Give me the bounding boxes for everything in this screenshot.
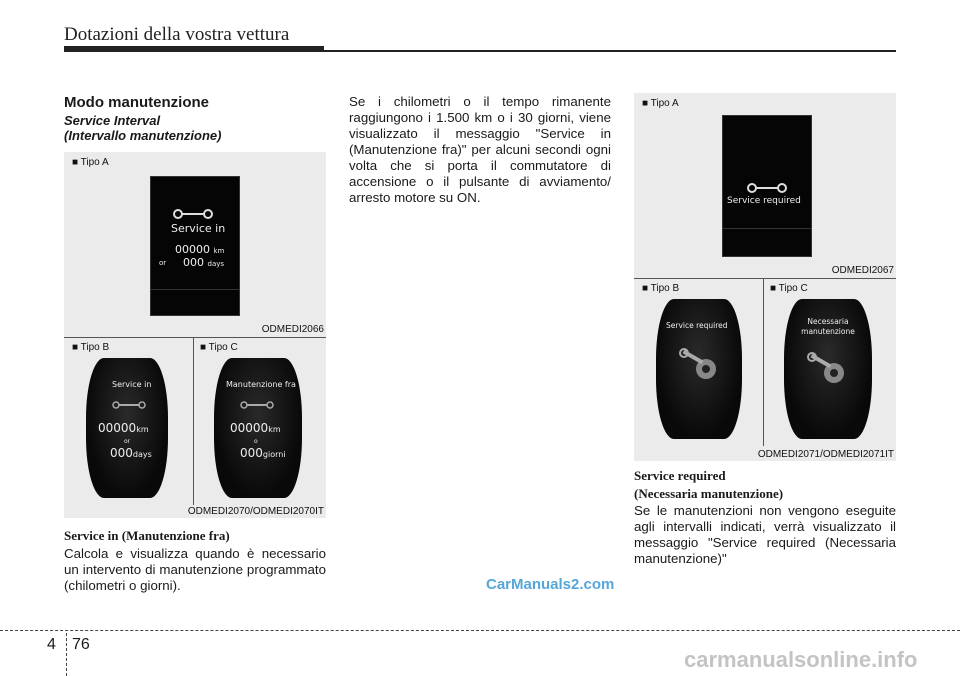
wrench-gear-icon	[678, 345, 720, 385]
wrench-icon	[747, 180, 787, 190]
display-title: Necessaria manutenzione	[801, 317, 855, 336]
display-tipo-a	[150, 176, 240, 316]
body-paragraph: Se i chilometri o il tempo rimanente raggiungono i 1.500 km o i 30 giorni, viene visualizzato il messaggio "Service in (Manutenzione fra)" per alcuni secondi ogni volta che si porta il commutatore di accensione o il pulsante di avviamento/ arresto motore su ON.	[349, 94, 611, 205]
subheading-intervallo: (Intervallo manutenzione)	[64, 128, 222, 143]
figure-label-tipo-b: ■ Tipo B	[72, 342, 110, 353]
km-unit: km	[213, 247, 225, 255]
days-value: 000	[183, 256, 204, 269]
footer-divider	[66, 633, 67, 676]
days-value: 000	[110, 446, 133, 460]
display-tipo-c	[214, 358, 302, 498]
caption-heading-1: Service required	[634, 468, 726, 483]
display-title: Service required	[727, 196, 801, 206]
wrench-icon	[240, 396, 274, 404]
wrench-icon	[173, 206, 213, 216]
figure-divider-vertical	[193, 337, 194, 505]
figure-label-tipo-c: ■ Tipo C	[200, 342, 238, 353]
figure-code-bc: ODMEDI2070/ODMEDI2070IT	[187, 506, 324, 517]
figure-label-tipo-c: ■ Tipo C	[770, 283, 808, 294]
display-tipo-c	[784, 299, 872, 439]
or-label: or	[159, 259, 167, 267]
caption-heading-2: (Necessaria manutenzione)	[634, 486, 784, 501]
days-unit: days	[132, 450, 152, 459]
display-tipo-b	[656, 299, 742, 439]
or-label: or	[124, 438, 131, 445]
caption-text: Se le manutenzioni non vengono eseguite agli intervalli indicati, verrà visualizzato il messaggio "Service required (Necessaria manutenzione)"	[634, 503, 896, 566]
figure-label-tipo-a: ■ Tipo A	[72, 157, 109, 168]
display-title: Service required	[666, 321, 728, 330]
km-unit: km	[136, 425, 149, 434]
caption-heading: Service in (Manutenzione fra)	[64, 528, 230, 543]
figure-divider	[64, 337, 326, 338]
figure-code-a: ODMEDI2067	[831, 265, 894, 276]
display-title: Service in	[112, 380, 152, 389]
km-value: 00000	[175, 243, 210, 256]
display-title: Manutenzione fra	[226, 380, 296, 389]
footer-rule	[0, 630, 960, 631]
page-number: 76	[72, 636, 90, 653]
watermark: CarManuals2.com	[486, 576, 615, 593]
km-unit: km	[268, 425, 281, 434]
figure-service-in	[64, 152, 326, 518]
display-title: Service in	[171, 222, 226, 235]
figure-service-required	[634, 93, 896, 461]
display-tipo-a	[722, 115, 812, 257]
km-value: 00000	[230, 421, 269, 435]
or-label: o	[254, 438, 258, 445]
footer-site: carmanualsonline.info	[684, 647, 918, 672]
caption-text: Calcola e visualizza quando è necessario un intervento di manutenzione programmato (chilometri o giorni).	[64, 546, 326, 593]
section-number: 4	[47, 636, 56, 653]
figure-divider-vertical	[763, 278, 764, 446]
subheading-service-interval: Service Interval	[64, 113, 161, 128]
figure-label-tipo-b: ■ Tipo B	[642, 283, 680, 294]
display-divider	[723, 228, 811, 229]
wrench-icon	[112, 396, 146, 404]
figure-code-a: ODMEDI2066	[261, 324, 324, 335]
wrench-gear-icon	[806, 349, 848, 389]
km-value: 00000	[98, 421, 137, 435]
days-unit: giorni	[262, 450, 286, 459]
header-rule	[64, 50, 896, 52]
figure-divider	[634, 278, 896, 279]
section-heading: Modo manutenzione	[64, 94, 209, 111]
display-tipo-b	[86, 358, 168, 498]
display-divider	[151, 289, 239, 290]
figure-code-bc: ODMEDI2071/ODMEDI2071IT	[757, 449, 894, 460]
days-value: 000	[240, 446, 263, 460]
header-title: Dotazioni della vostra vettura	[64, 24, 290, 45]
figure-label-tipo-a: ■ Tipo A	[642, 98, 679, 109]
days-unit: days	[207, 260, 225, 268]
